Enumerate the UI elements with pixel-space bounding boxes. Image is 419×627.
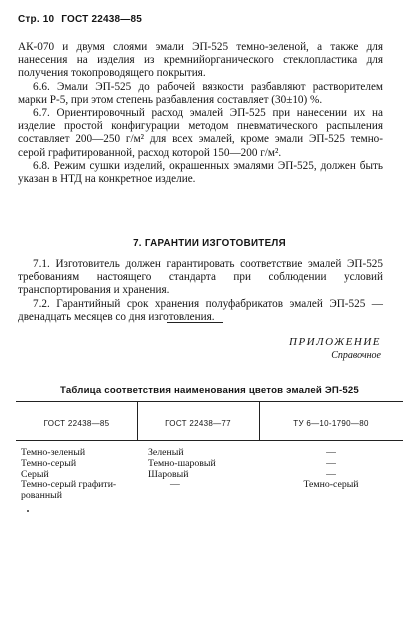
stray-dot: [27, 510, 29, 512]
table-title: Таблица соответствия наименования цветов эмалей ЭП-525: [60, 385, 359, 396]
table-column-header: ТУ 6—10-1790—80: [293, 419, 369, 428]
table-column-gost-77: [148, 448, 258, 491]
table-header-border: [16, 440, 403, 441]
appendix-kind: Справочное: [331, 350, 381, 361]
paragraph-6-7: 6.7. Ориентировочный расход эмалей ЭП-525 при нанесении их на изделие простой конфигурации методом пневматического распыления составляет 200—250 г/м² для всех эмалей, кроме эмали ЭП-525 темно-серой графитированной, расход которой 150—200 г/м².: [18, 107, 383, 159]
table-cell: Зеленый: [148, 447, 184, 458]
standard-code: ГОСТ 22438—85: [61, 14, 143, 25]
paragraph-6-6: 6.6. Эмали ЭП-525 до рабочей вязкости разбавляют растворителем марки Р-5, при этом степень разбавления составляет (30±10) %.: [18, 80, 383, 106]
table-cell: Серый: [21, 468, 49, 480]
table-column-header: ГОСТ 22438—85: [43, 419, 110, 428]
table-cell: Темно-зеленый: [21, 447, 86, 458]
appendix-title: ПРИЛОЖЕНИЕ: [289, 336, 381, 348]
appendix-label: [289, 335, 381, 363]
page-header: [18, 14, 146, 25]
table-top-border: [16, 401, 403, 402]
table-cell: Темно-серый графити-: [21, 479, 117, 491]
separator-rule: [167, 322, 223, 323]
table-cell: Темно-шаровый: [148, 457, 216, 469]
table-cell: —: [170, 479, 180, 491]
table-cell: —: [326, 468, 336, 480]
paragraph-7-2: 7.2. Гарантийный срок хранения полуфабрикатов эмалей ЭП-525 — двенадцать месяцев со дня изготовления.: [18, 297, 383, 323]
paragraph-6-8: 6.8. Режим сушки изделий, окрашенных эмалями ЭП-525, должен быть указан в НТД на конкретное изделие.: [18, 159, 383, 186]
table-cell: Темно-серый: [303, 479, 359, 491]
section6-text: [18, 41, 383, 186]
table-cell: Темно-серый: [21, 457, 77, 469]
table-cell: рованный: [21, 490, 62, 502]
table-cell: —: [326, 457, 336, 469]
table-column-header: ГОСТ 22438—77: [165, 419, 231, 428]
table-column-tu: [259, 448, 403, 491]
section7-text: [18, 258, 383, 324]
table-cell: Шаровый: [148, 468, 189, 480]
paragraph-6-5-continuation: АК-070 и двумя слоями эмали ЭП-525 темно-зеленой, а также для нанесения на изделия из кремнийорганического стеклопластика для получения токопроводящего покрытия.: [18, 41, 383, 80]
table-cell: —: [326, 447, 336, 458]
page-number: Стр. 10: [18, 14, 55, 25]
section7-heading: 7. ГАРАНТИИ ИЗГОТОВИТЕЛЯ: [133, 238, 286, 249]
paragraph-7-1: 7.1. Изготовитель должен гарантировать соответствие эмалей ЭП-525 требованиям настоящего стандарта при соблюдении условий транспортирования и хранения.: [18, 258, 383, 297]
table-column-gost-85: [21, 448, 139, 502]
